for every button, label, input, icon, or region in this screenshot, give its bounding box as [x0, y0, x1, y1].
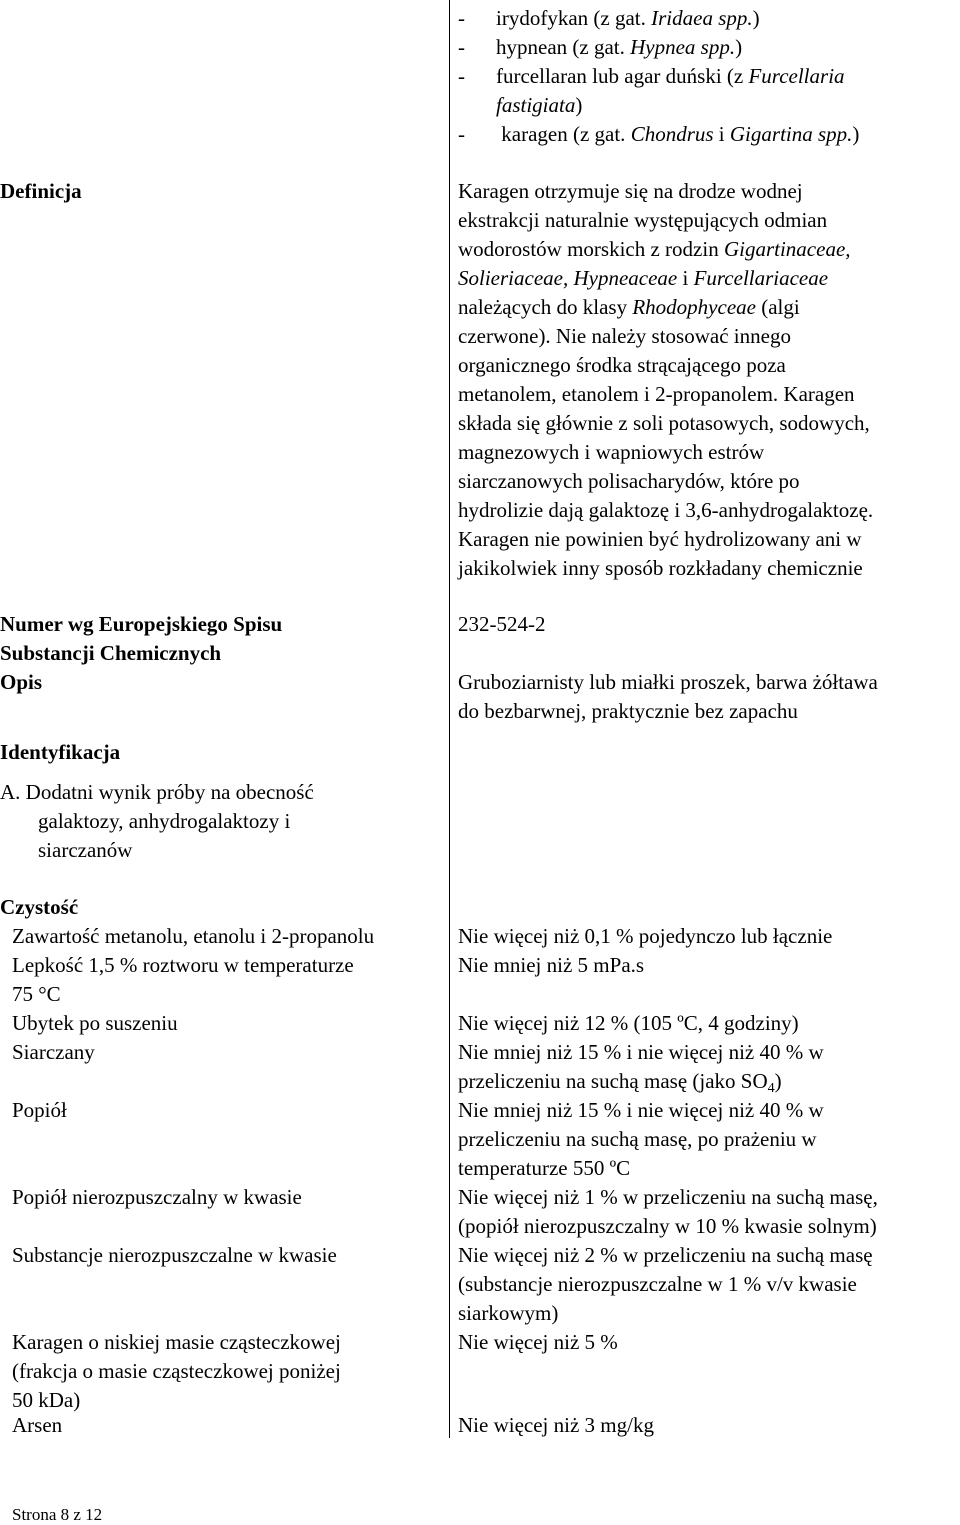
- purity-label: Siarczany: [12, 1040, 95, 1064]
- purity-label: Arsen: [12, 1413, 63, 1437]
- identification-label: Identyfikacja: [0, 740, 121, 764]
- purity-label: (frakcja o masie cząsteczkowej poniżej: [12, 1359, 341, 1383]
- purity-value: temperaturze 550 ºC: [458, 1156, 631, 1180]
- purity-label: Zawartość metanolu, etanolu i 2-propanolu: [12, 924, 375, 948]
- purity-label: 50 kDa): [12, 1388, 81, 1412]
- purity-value: Nie więcej niż 5 %: [458, 1330, 618, 1354]
- purity-label: Ubytek po suszeniu: [12, 1011, 178, 1035]
- purity-value: Nie więcej niż 0,1 % pojedynczo lub łącznie: [458, 924, 833, 948]
- purity-value: Nie więcej niż 1 % w przeliczeniu na suchą masę,: [458, 1185, 878, 1209]
- einecs-label: Substancji Chemicznych: [0, 641, 222, 665]
- purity-label: Substancje nierozpuszczalne w kwasie: [12, 1243, 337, 1267]
- purity-label: Lepkość 1,5 % roztworu w temperaturze: [12, 953, 354, 977]
- purity-heading: Czystość: [0, 895, 79, 919]
- list-item-continuation: fastigiata): [496, 93, 583, 117]
- purity-value: Nie więcej niż 3 mg/kg: [458, 1413, 654, 1437]
- identification-test: siarczanów: [38, 838, 133, 862]
- list-item: - hypnean (z gat. Hypnea spp.): [458, 35, 743, 59]
- purity-value: (popiół nierozpuszczalny w 10 % kwasie solnym): [458, 1214, 877, 1238]
- purity-label: 75 °C: [12, 982, 61, 1006]
- purity-value: Nie więcej niż 12 % (105 ºC, 4 godziny): [458, 1011, 799, 1035]
- purity-value: Nie mniej niż 5 mPa.s: [458, 953, 645, 977]
- purity-label: Popiół: [12, 1098, 67, 1122]
- purity-value: przeliczeniu na suchą masę (jako $SO_4$): [458, 1069, 782, 1096]
- identification-test: A. Dodatni wynik próby na obecność: [0, 780, 314, 804]
- list-item: - furcellaran lub agar duński (z Furcellaria: [458, 64, 845, 88]
- definition-heading: Definicja: [0, 179, 82, 203]
- list-item: - karagen (z gat. Chondrus i Gigartina spp.): [458, 122, 860, 146]
- purity-value: przeliczeniu na suchą masę, po prażeniu w: [458, 1127, 817, 1151]
- column-divider: [449, 0, 450, 1438]
- purity-value: Nie mniej niż 15 % i nie więcej niż 40 % w: [458, 1098, 824, 1122]
- list-item: - irydofykan (z gat. Iridaea spp.): [458, 6, 760, 30]
- purity-label: Karagen o niskiej masie cząsteczkowej: [12, 1330, 341, 1354]
- description-value: do bezbarwnej, praktycznie bez zapachu: [458, 699, 798, 723]
- einecs-value: 232-524-2: [458, 612, 546, 636]
- purity-label: Popiół nierozpuszczalny w kwasie: [12, 1185, 302, 1209]
- page-number: Strona 8 z 12: [12, 1505, 103, 1524]
- purity-value: (substancje nierozpuszczalne w 1 % v/v kwasie: [458, 1272, 857, 1296]
- purity-value: Nie mniej niż 15 % i nie więcej niż 40 % w: [458, 1040, 824, 1064]
- einecs-label: Numer wg Europejskiego Spisu: [0, 612, 283, 636]
- identification-test: galaktozy, anhydrogalaktozy i: [38, 809, 291, 833]
- description-value: Gruboziarnisty lub miałki proszek, barwa żółtawa: [458, 670, 878, 694]
- purity-value: siarkowym): [458, 1301, 559, 1325]
- description-label: Opis: [0, 670, 43, 694]
- purity-value: Nie więcej niż 2 % w przeliczeniu na suchą masę: [458, 1243, 873, 1267]
